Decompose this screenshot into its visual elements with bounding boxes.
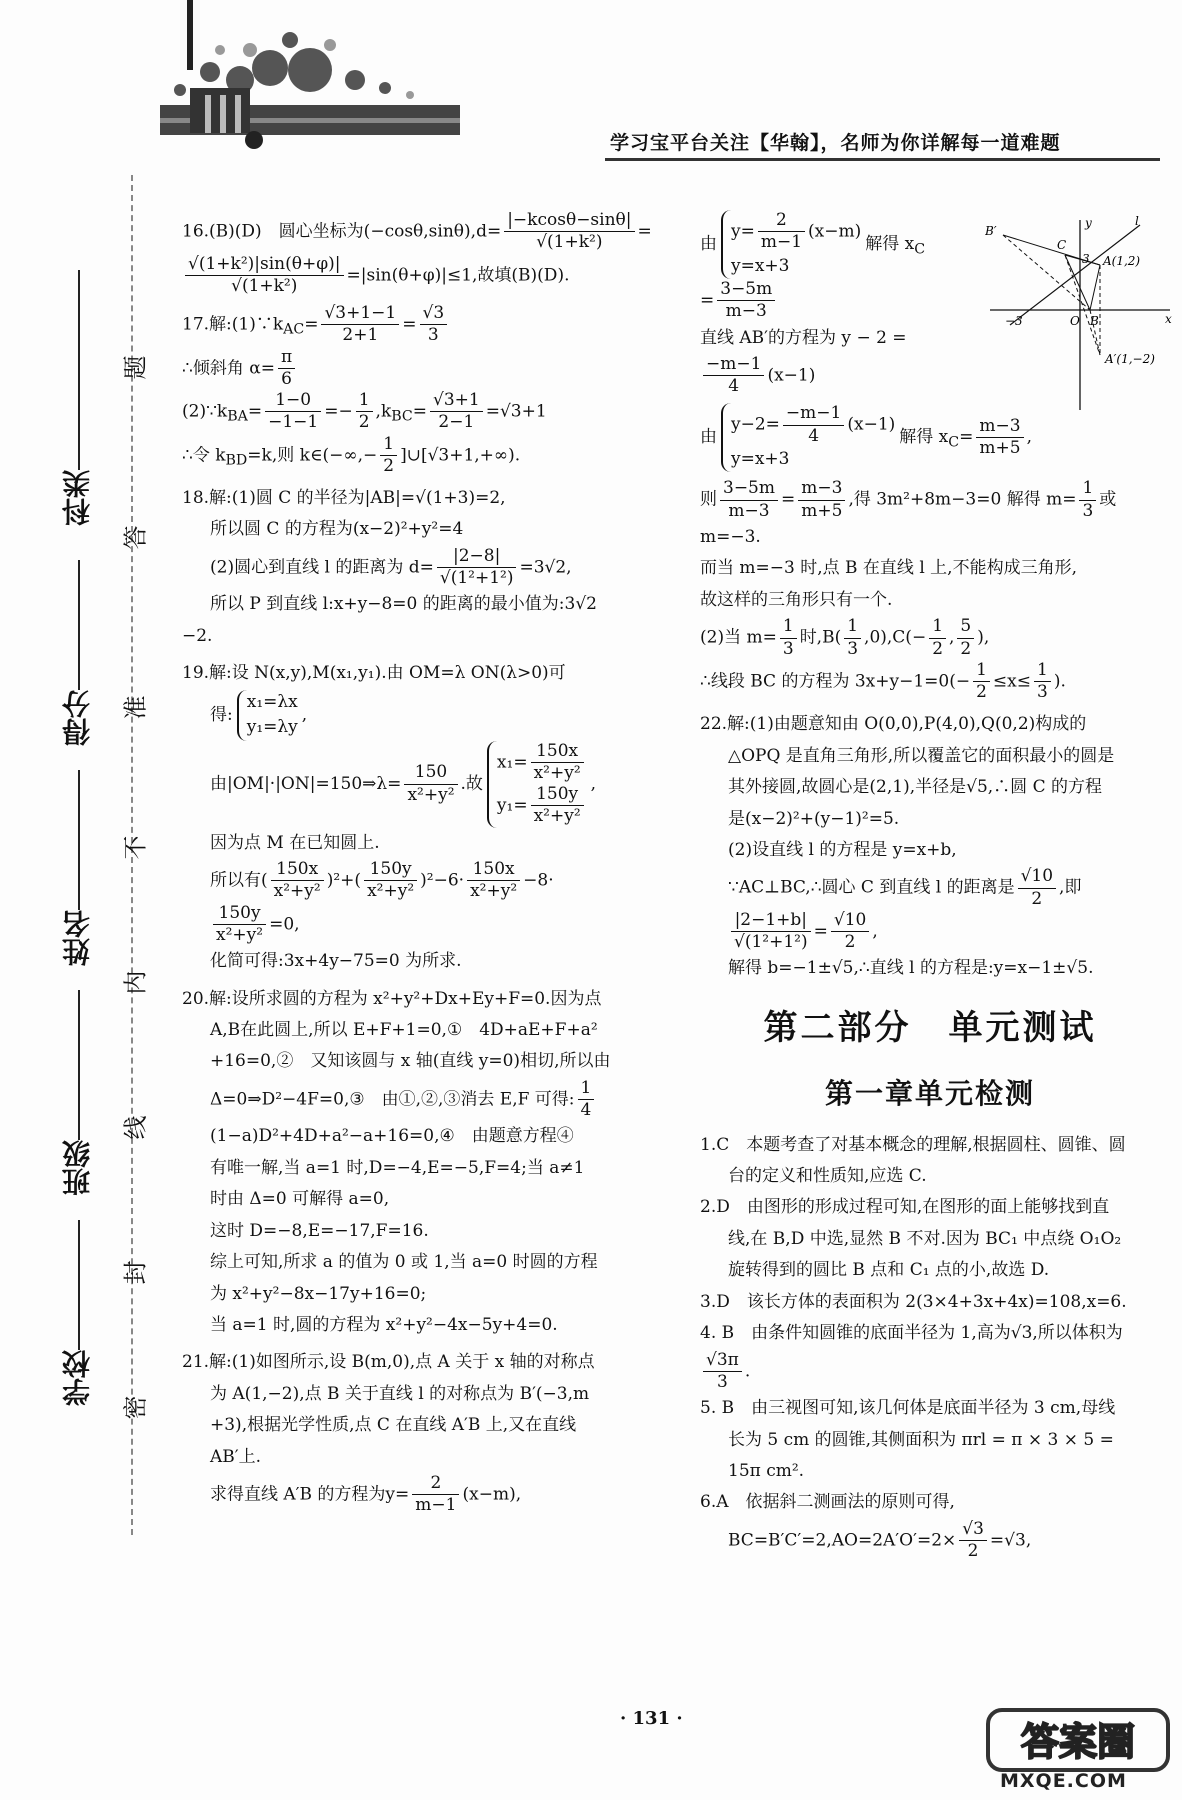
equation-system bbox=[721, 210, 861, 279]
text: −2. bbox=[182, 625, 213, 646]
text: (2)∵k bbox=[182, 401, 228, 422]
seal-char: 不 bbox=[121, 835, 150, 860]
text: 是(x−2)²+(y−1)²=5. bbox=[728, 808, 900, 829]
text: ). bbox=[1053, 671, 1066, 691]
subscript: C bbox=[948, 434, 960, 451]
text: 17.解:(1)∵k bbox=[182, 314, 284, 335]
text: ]∪[√3+1,+∞). bbox=[400, 444, 521, 465]
page-header bbox=[150, 0, 1160, 175]
denominator: x²+y² bbox=[470, 881, 518, 902]
denominator: 4 bbox=[808, 425, 820, 446]
text: 解得 x bbox=[865, 234, 915, 254]
label-c: C bbox=[1057, 238, 1067, 252]
text: 解得 b=−1±√5,∴直线 l 的方程是:y=x−1±√5. bbox=[728, 958, 1094, 979]
denominator: x²+y² bbox=[216, 924, 264, 945]
text: 为 x²+y²−8x−17y+16=0; bbox=[210, 1283, 427, 1304]
seal-char: 封 bbox=[121, 1260, 150, 1285]
text: 20.解:设所求圆的方程为 x²+y²+Dx+Ey+F=0.因为点 bbox=[182, 988, 602, 1009]
text: ∴令 k bbox=[182, 444, 226, 465]
fraction bbox=[959, 1519, 987, 1563]
denominator: m−1 bbox=[415, 1495, 457, 1516]
answer-22 bbox=[700, 709, 1160, 985]
denominator: x²+y² bbox=[533, 762, 581, 783]
denominator: 2 bbox=[1031, 888, 1043, 909]
numerator: √10 bbox=[831, 910, 869, 932]
text: 台的定义和性质知,应选 C. bbox=[728, 1166, 927, 1186]
header-rule bbox=[605, 158, 1160, 161]
text: ), bbox=[977, 627, 990, 648]
fraction bbox=[356, 390, 373, 434]
denominator: 2 bbox=[976, 682, 987, 702]
numerator: |2−1+b| bbox=[731, 910, 811, 932]
page-number: · 131 · bbox=[620, 1708, 683, 1729]
answer-21-cont-1 bbox=[700, 210, 980, 397]
text: 有唯一解,当 a=1 时,D=−4,E=−5,F=4;当 a≠1 bbox=[210, 1157, 585, 1178]
text: y=x+3 bbox=[731, 448, 790, 469]
text: 而当 m=−3 时,点 B 在直线 l 上,不能构成三角形, bbox=[700, 558, 1077, 579]
denominator: m−3 bbox=[728, 500, 770, 521]
denominator: 3 bbox=[427, 325, 439, 346]
text: y₁=λy bbox=[246, 717, 298, 738]
text: 由 bbox=[700, 427, 717, 448]
numerator: 1 bbox=[1034, 660, 1051, 682]
text: 线,在 B,D 中选,显然 B 不对.因为 BC₁ 中点绕 O₁O₂ bbox=[728, 1228, 1122, 1249]
text: −6· bbox=[433, 870, 465, 891]
denominator: m−3 bbox=[725, 301, 767, 322]
denominator: m+5 bbox=[979, 438, 1021, 459]
text: , bbox=[949, 627, 955, 648]
answer-20 bbox=[182, 984, 662, 1342]
right-column bbox=[700, 210, 1160, 1568]
binding-margin bbox=[0, 0, 150, 1800]
fraction bbox=[437, 546, 517, 590]
chapter-answers bbox=[700, 1130, 1160, 1563]
seal-char: 答 bbox=[121, 525, 150, 550]
text: 所以 P 到直线 l:x+y−8=0 的距离的最小值为:3√2 bbox=[210, 594, 597, 615]
numerator: |2−8| bbox=[437, 546, 517, 568]
text: 2.D 由图形的形成过程可知,在图形的面上能够找到直 bbox=[700, 1197, 1110, 1218]
label-neg3: −3 bbox=[1005, 314, 1023, 328]
label-a: A(1,2) bbox=[1103, 254, 1141, 268]
fraction bbox=[1018, 866, 1056, 910]
text: 时由 Δ=0 可解得 a=0, bbox=[210, 1189, 390, 1210]
answer-18 bbox=[182, 483, 662, 652]
fraction bbox=[271, 859, 324, 903]
text: m=−3. bbox=[700, 526, 761, 547]
text: (x−1) bbox=[847, 414, 896, 435]
text: 4. B 由条件知圆锥的底面半径为 1,高为√3,所以体积为 bbox=[700, 1323, 1123, 1344]
denominator: 2 bbox=[932, 638, 944, 659]
label-three: 3 bbox=[1082, 252, 1090, 266]
text: (x−m), bbox=[462, 1484, 522, 1505]
denominator: 2 bbox=[967, 1541, 979, 1562]
fraction bbox=[364, 859, 417, 903]
denominator: √(1²+1²) bbox=[439, 568, 514, 589]
text: 这时 D=−8,E=−17,F=16. bbox=[210, 1220, 429, 1241]
text: 21.解:(1)如图所示,设 B(m,0),点 A 关于 x 轴的对称点 bbox=[182, 1352, 595, 1373]
denominator: 3 bbox=[717, 1371, 728, 1392]
numerator: 150 bbox=[404, 762, 457, 784]
denominator: √(1+k²) bbox=[536, 232, 603, 253]
text: =0, bbox=[269, 913, 300, 934]
fraction bbox=[1034, 660, 1051, 704]
subscript: BD bbox=[225, 452, 248, 469]
text: = bbox=[959, 427, 974, 448]
text: (2)设直线 l 的方程是 y=x+b, bbox=[728, 840, 957, 860]
seal-char: 题 bbox=[121, 355, 150, 380]
denominator: 2 bbox=[960, 638, 972, 659]
numerator: 2 bbox=[412, 1473, 459, 1495]
fraction bbox=[929, 616, 946, 660]
header-slogan: 学习宝平台关注【华翰】，名师为你详解每一道难题 bbox=[610, 132, 1061, 154]
denominator: 2−1 bbox=[438, 412, 475, 433]
fraction bbox=[467, 859, 520, 903]
text: 为 A(1,−2),点 B 关于直线 l 的对称点为 B′(−3,m bbox=[210, 1383, 590, 1404]
text: 长为 5 cm 的圆锥,其侧面积为 πrl = π × 3 × 5 = bbox=[728, 1429, 1114, 1450]
text: AB′上. bbox=[210, 1446, 262, 1467]
denominator: m−1 bbox=[760, 232, 803, 253]
fraction bbox=[412, 1473, 459, 1517]
denominator: m+5 bbox=[801, 500, 843, 521]
fraction bbox=[213, 903, 266, 947]
fraction bbox=[831, 910, 869, 954]
text: = bbox=[813, 921, 828, 942]
denominator: 3 bbox=[782, 638, 794, 659]
answer-19: 19.解:设 N(x,y),M(x₁,y₁).由 OM=λ ON(λ>0)可 得:x₁=λx y₁=λy, 由|OM|·|ON|=150⇒λ= $\frac{150}{\text{x²+y²}}$ .故x₁= $\frac{150x}{\text{x²+y²}}$ y₁= $\frac{150y}{\text{x²+y²}}$ , 因为点 M 在已知圆上. 所以有( $\frac{150x}{\text{x²+y²}}$ )²+( $\frac{150y}{\text{x²+y²}}$ )²−6· $\frac{150x}{\text{x²+y²}}$ −8· $\frac{150y}{\text{x²+y²}}$ =0, 化简可得:3x+4y−75=0 为所求. bbox=[182, 658, 662, 977]
fraction bbox=[380, 434, 397, 478]
subscript: BC bbox=[391, 408, 413, 425]
answer-21-cont-3 bbox=[700, 478, 1160, 703]
text: =3√2, bbox=[519, 557, 572, 578]
text: 解得 x bbox=[899, 427, 949, 448]
text: , bbox=[872, 921, 878, 942]
fraction bbox=[185, 254, 344, 298]
field-line-xingming bbox=[78, 770, 80, 910]
numerator: 5 bbox=[957, 616, 974, 638]
field-line-kelei bbox=[78, 270, 80, 470]
seal-char: 内 bbox=[121, 970, 150, 995]
text: 5. B 由三视图可知,该几何体是底面半径为 3 cm,母线 bbox=[700, 1398, 1116, 1419]
text: 或 bbox=[1099, 489, 1117, 510]
left-column bbox=[182, 210, 662, 1523]
text: 1.C 本题考查了对基本概念的理解,根据圆柱、圆锥、圆 bbox=[700, 1134, 1126, 1155]
field-line-xuexiao bbox=[78, 1220, 80, 1350]
fraction bbox=[780, 616, 797, 660]
label-o: O bbox=[1070, 314, 1080, 328]
text: 6.A 依据斜二测画法的原则可得, bbox=[700, 1492, 955, 1513]
text: Δ=0⇒D²−4F=0,③ 由①,②,③消去 E,F 可得: bbox=[210, 1089, 575, 1110]
numerator: m−3 bbox=[976, 416, 1023, 438]
fraction bbox=[798, 478, 845, 522]
fraction bbox=[703, 1350, 742, 1394]
text: (2)圆心到直线 l 的距离为 d= bbox=[210, 557, 434, 578]
text: , bbox=[1026, 427, 1032, 448]
numerator: 1 bbox=[578, 1078, 595, 1100]
fraction bbox=[783, 403, 844, 447]
denominator: x²+y² bbox=[367, 881, 415, 902]
text: (x−1) bbox=[767, 365, 816, 386]
text: 故这样的三角形只有一个. bbox=[700, 589, 893, 610]
text: ∴倾斜角 α= bbox=[182, 357, 275, 378]
text: △OPQ 是直角三角形,所以覆盖它的面积最小的圆是 bbox=[728, 745, 1115, 766]
numerator: 150x bbox=[467, 859, 520, 881]
numerator: 2 bbox=[758, 210, 805, 232]
answer-16 bbox=[182, 210, 662, 297]
text: 直线 AB′的方程为 y − 2 = bbox=[700, 327, 907, 348]
numerator: 1 bbox=[380, 434, 397, 456]
answer-21 bbox=[182, 1347, 662, 1516]
text: 19.解:设 N(x,y),M(x₁,y₁).由 OM=λ ON(λ>0)可 bbox=[182, 663, 566, 684]
text: 由|OM|·|ON|=150⇒λ= bbox=[210, 773, 402, 794]
text: = bbox=[402, 314, 417, 335]
equation-system bbox=[487, 741, 587, 828]
text: ,0),C(− bbox=[864, 627, 927, 648]
numerator: 1 bbox=[780, 616, 797, 638]
text: 则 bbox=[700, 489, 717, 510]
numerator: −m−1 bbox=[783, 403, 844, 425]
numerator: 1−0 bbox=[265, 390, 321, 412]
text: 当 a=1 时,圆的方程为 x²+y²−4x−5y+4=0. bbox=[210, 1315, 558, 1335]
fraction bbox=[731, 910, 811, 954]
text: =|sin(θ+φ)|≤1,故填(B)(D). bbox=[346, 264, 570, 285]
fraction bbox=[957, 616, 974, 660]
label-aprime: A′(1,−2) bbox=[1105, 352, 1155, 366]
text: =− bbox=[324, 401, 353, 422]
numerator: 1 bbox=[356, 390, 373, 412]
field-line-banji bbox=[78, 990, 80, 1140]
numerator: √(1+k²)|sin(θ+φ)| bbox=[185, 254, 344, 276]
numerator: 3−5m bbox=[720, 478, 778, 500]
denominator: 4 bbox=[728, 376, 740, 397]
field-label-kelei: 科类 bbox=[61, 470, 94, 526]
fraction bbox=[1079, 478, 1096, 522]
numerator: √3+1−1 bbox=[321, 303, 399, 325]
subscript: AC bbox=[283, 321, 305, 338]
text: ,即 bbox=[1059, 877, 1082, 898]
fraction bbox=[758, 210, 805, 254]
denominator: 2+1 bbox=[342, 325, 379, 346]
text: = bbox=[247, 401, 263, 422]
text: +16=0,② 又知该圆与 x 轴(直线 y=0)相切,所以由 bbox=[210, 1051, 611, 1072]
numerator: 1 bbox=[844, 616, 861, 638]
denominator: x²+y² bbox=[273, 881, 321, 902]
numerator: √10 bbox=[1018, 866, 1056, 888]
numerator: 150x bbox=[531, 741, 584, 763]
text: 综上可知,所求 a 的值为 0 或 1,当 a=0 时圆的方程 bbox=[210, 1252, 598, 1273]
text: 所以圆 C 的方程为(x−2)²+y²=4 bbox=[210, 519, 464, 540]
text: A,B在此圆上,所以 E+F+1=0,① 4D+aE+F+a² bbox=[210, 1020, 598, 1040]
fraction bbox=[404, 762, 457, 806]
text: =√3, bbox=[989, 1530, 1032, 1551]
watermark-text: MXQE.COM bbox=[1000, 1770, 1127, 1792]
watermark-label: 答案圈 bbox=[1020, 1720, 1136, 1764]
answer-21-cont-2 bbox=[700, 403, 1160, 472]
numerator: √3 bbox=[420, 303, 448, 325]
text: =√3+1 bbox=[485, 401, 547, 422]
equation-system bbox=[237, 690, 298, 741]
text: −8· bbox=[523, 870, 554, 891]
fraction bbox=[973, 660, 990, 704]
denominator: 4 bbox=[580, 1100, 592, 1121]
label-x: x bbox=[1165, 312, 1172, 326]
numerator: |−kcosθ−sinθ| bbox=[504, 210, 634, 232]
numerator: π bbox=[278, 347, 295, 369]
numerator: 3−5m bbox=[717, 279, 775, 301]
numerator: 1 bbox=[973, 660, 990, 682]
numerator: 150y bbox=[213, 903, 266, 925]
text: +3),根据光学性质,点 C 在直线 A′B 上,又在直线 bbox=[210, 1415, 577, 1436]
numerator: m−3 bbox=[798, 478, 845, 500]
text: 15π cm². bbox=[728, 1461, 805, 1481]
denominator: 2 bbox=[844, 932, 856, 953]
text: 旋转得到的圆比 B 点和 C₁ 点的小,故选 D. bbox=[728, 1260, 1050, 1281]
fraction bbox=[717, 279, 775, 323]
fraction bbox=[844, 616, 861, 660]
text: =k,则 k∈(−∞,− bbox=[247, 444, 378, 465]
subscript: BA bbox=[227, 408, 248, 425]
fraction bbox=[265, 390, 321, 434]
text: (x−m) bbox=[808, 221, 862, 242]
fraction bbox=[430, 390, 483, 434]
denominator: 3 bbox=[1037, 682, 1048, 702]
header-decoration-graphic bbox=[150, 0, 470, 175]
fraction bbox=[321, 303, 399, 347]
equation-system bbox=[721, 403, 895, 472]
text: ∴线段 BC 的方程为 3x+y−1=0(− bbox=[700, 671, 971, 691]
part-title: 第二部分 单元测试 bbox=[763, 1007, 1097, 1048]
numerator: 150y bbox=[364, 859, 417, 881]
numerator: 150y bbox=[531, 784, 584, 806]
text: = bbox=[412, 401, 428, 422]
text: ,k bbox=[375, 401, 392, 422]
seal-char: 准 bbox=[121, 695, 150, 720]
text: y= bbox=[731, 221, 755, 242]
field-label-defen: 得分 bbox=[61, 690, 94, 746]
text: 22.解:(1)由题意知由 O(0,0),P(4,0),Q(0,2)构成的 bbox=[700, 714, 1087, 735]
fraction bbox=[578, 1078, 595, 1122]
fraction bbox=[420, 303, 448, 347]
text: = bbox=[637, 221, 652, 242]
answer-17 bbox=[182, 303, 662, 477]
text: 18.解:(1)圆 C 的半径为|AB|=√(1+3)=2, bbox=[182, 488, 506, 508]
numerator: 150x bbox=[271, 859, 324, 881]
denominator: x²+y² bbox=[533, 806, 581, 827]
field-label-banji: 班级 bbox=[61, 1140, 94, 1196]
text: . bbox=[744, 1360, 751, 1381]
fraction bbox=[278, 347, 295, 391]
field-label-xingming: 姓名 bbox=[61, 910, 94, 966]
text: 时,B( bbox=[799, 627, 842, 648]
numerator: 1 bbox=[1079, 478, 1096, 500]
text: 16.(B)(D) 圆心坐标为(−cosθ,sinθ),d= bbox=[182, 221, 502, 242]
subscript: C bbox=[914, 241, 926, 258]
label-l: l bbox=[1135, 215, 1139, 228]
denominator: −1−1 bbox=[268, 412, 319, 433]
text: 所以有 bbox=[210, 870, 261, 891]
text: y=x+3 bbox=[731, 255, 790, 276]
text: ∵AC⊥BC,∴圆心 C 到直线 l 的距离是 bbox=[728, 877, 1015, 898]
text: = bbox=[304, 314, 319, 335]
text: y−2= bbox=[731, 414, 780, 435]
denominator: √(1²+1²) bbox=[734, 932, 808, 953]
text: 由 bbox=[700, 234, 717, 254]
denominator: √(1+k²) bbox=[231, 275, 298, 296]
denominator: x²+y² bbox=[407, 784, 455, 805]
label-b: B bbox=[1090, 314, 1099, 328]
fraction bbox=[531, 784, 584, 828]
text: 得: bbox=[210, 704, 233, 725]
numerator: √3+1 bbox=[430, 390, 483, 412]
numerator: √3π bbox=[703, 1350, 742, 1372]
text: 其外接圆,故圆心是(2,1),半径是√5,∴圆 C 的方程 bbox=[728, 777, 1102, 798]
fraction bbox=[976, 416, 1023, 460]
seal-char: 线 bbox=[121, 1115, 150, 1140]
text: + bbox=[340, 870, 355, 891]
denominator: 2 bbox=[383, 455, 395, 476]
text: 3.D 该长方体的表面积为 2(3×4+3x+4x)=108,x=6. bbox=[700, 1291, 1127, 1312]
denominator: 3 bbox=[1082, 500, 1094, 521]
text: (2)当 m= bbox=[700, 627, 777, 648]
text: .故 bbox=[460, 773, 483, 794]
fraction bbox=[504, 210, 634, 254]
numerator: 1 bbox=[929, 616, 946, 638]
text: 因为点 M 在已知圆上. bbox=[210, 832, 380, 853]
chapter-title: 第一章单元检测 bbox=[824, 1076, 1035, 1110]
fraction bbox=[720, 478, 778, 522]
text: , bbox=[590, 773, 597, 794]
fraction bbox=[703, 354, 764, 398]
text: BC=B′C′=2,AO=2A′O′=2× bbox=[728, 1530, 957, 1551]
text: = bbox=[781, 489, 796, 510]
numerator: √3 bbox=[959, 1519, 987, 1541]
text: = bbox=[700, 290, 715, 311]
denominator: 6 bbox=[281, 368, 292, 389]
text: ,得 3m²+8m−3=0 解得 m= bbox=[848, 489, 1077, 510]
denominator: 2 bbox=[358, 412, 370, 433]
field-line-defen bbox=[78, 560, 80, 690]
text: , bbox=[301, 704, 308, 725]
text: ≤x≤ bbox=[992, 671, 1031, 691]
text: (1−a)D²+4D+a²−a+16=0,④ 由题意方程④ bbox=[210, 1126, 574, 1147]
text: y₁= bbox=[496, 795, 528, 816]
denominator: 3 bbox=[847, 638, 859, 659]
text: x₁= bbox=[496, 751, 528, 772]
numerator: −m−1 bbox=[703, 354, 764, 376]
field-label-xuexiao: 学校 bbox=[61, 1350, 94, 1406]
seal-char: 密 bbox=[121, 1395, 150, 1420]
text: x₁=λx bbox=[246, 691, 298, 712]
label-y: y bbox=[1085, 216, 1092, 230]
text: 化简可得:3x+4y−75=0 为所求. bbox=[210, 951, 462, 972]
fraction bbox=[531, 741, 584, 785]
label-bprime: B′ bbox=[985, 224, 997, 238]
text: 求得直线 A′B 的方程为y= bbox=[210, 1484, 410, 1505]
